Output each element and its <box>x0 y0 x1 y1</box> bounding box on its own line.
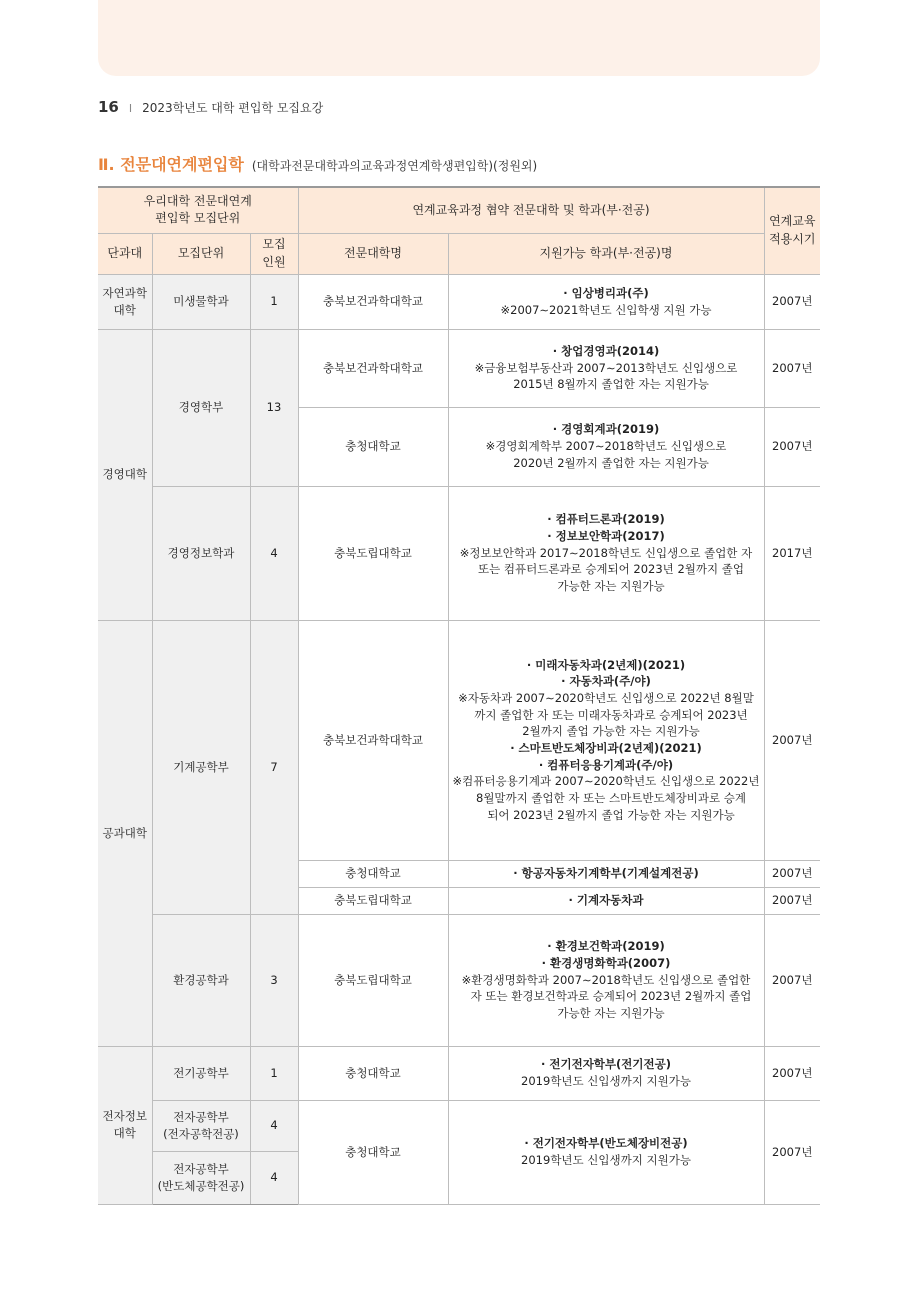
cell-dept: · 창업경영과(2014) ※금융보험부동산과 2007∼2013학년도 신입생으로 2015년 8월까지 졸업한 자는 지원가능 <box>448 329 764 407</box>
header-unit: 모집단위 <box>152 233 250 274</box>
cell-partner: 충북도립대학교 <box>298 914 448 1046</box>
table-row <box>98 329 820 407</box>
header-quota: 모집 인원 <box>250 233 298 274</box>
cell-unit: 경영학부 <box>152 329 250 486</box>
document-title: 2023학년도 대학 편입학 모집요강 <box>142 101 324 115</box>
cell-partner: 충북도립대학교 <box>298 486 448 620</box>
cell-dept: · 임상병리과(주) ※2007∼2021학년도 신입학생 지원 가능 <box>448 274 764 329</box>
header-partner: 전문대학명 <box>298 233 448 274</box>
cell-unit: 기계공학부 <box>152 620 250 914</box>
cell-unit: 전자공학부 (반도체공학전공) <box>152 1151 250 1204</box>
cell-college: 전자정보 대학 <box>98 1046 152 1204</box>
table-row <box>98 1046 820 1100</box>
cell-unit: 환경공학과 <box>152 914 250 1046</box>
header-group-unit: 우리대학 전문대연계 편입학 모집단위 <box>98 187 298 233</box>
cell-unit: 전기공학부 <box>152 1046 250 1100</box>
cell-quota: 1 <box>250 1046 298 1100</box>
cell-period: 2007년 <box>764 329 820 407</box>
cell-partner: 충청대학교 <box>298 1046 448 1100</box>
cell-dept: · 항공자동차기계학부(기계설계전공) <box>448 860 764 887</box>
cell-dept: · 미래자동차과(2년제)(2021) · 자동차과(주/야) ※자동차과 2007∼2020학년도 신입생으로 2022년 8월말 까지 졸업한 자 또는 미래자동차과로 승계되어 2023년 2월까지 졸업 가능한 자는 지원가능 · 스마트반도체장비과(2년제)(2021) · 컴퓨터응용기계과(주/야) ※컴퓨터응용기계과 2007∼2020학년도 신입생으로 2022년 8월말까지 졸업한 자 또는 스마트반도체장비과로 승계 되어 2023년 2월까지 졸업 가능한 자는 지원가능 <box>448 620 764 860</box>
cell-period: 2007년 <box>764 1046 820 1100</box>
table-row <box>98 620 820 860</box>
header-college: 단과대 <box>98 233 152 274</box>
page-header <box>98 98 323 116</box>
section-heading <box>98 152 537 175</box>
cell-partner: 충북보건과학대학교 <box>298 274 448 329</box>
cell-quota: 1 <box>250 274 298 329</box>
cell-college: 자연과학 대학 <box>98 274 152 329</box>
cell-quota: 4 <box>250 486 298 620</box>
cell-period: 2007년 <box>764 620 820 860</box>
section-subtitle: (대학과전문대학과의교육과정연계학생편입학)(정원외) <box>251 159 538 173</box>
table-row <box>98 486 820 620</box>
cell-partner: 충청대학교 <box>298 1100 448 1204</box>
cell-quota: 3 <box>250 914 298 1046</box>
table-row <box>98 274 820 329</box>
table-row <box>98 914 820 1046</box>
cell-quota: 4 <box>250 1151 298 1204</box>
header-dept: 지원가능 학과(부·전공)명 <box>448 233 764 274</box>
header-period: 연계교육 적용시기 <box>764 187 820 274</box>
cell-dept: · 기계자동차과 <box>448 887 764 914</box>
cell-period: 2007년 <box>764 1100 820 1204</box>
cell-quota: 13 <box>250 329 298 486</box>
cell-partner: 충북보건과학대학교 <box>298 329 448 407</box>
cell-dept: · 전기전자학부(반도체장비전공) 2019학년도 신입생까지 지원가능 <box>448 1100 764 1204</box>
section-title: Ⅱ. 전문대연계편입학 <box>98 155 244 174</box>
header-separator: I <box>128 102 133 115</box>
cell-period: 2007년 <box>764 407 820 486</box>
top-decorative-band <box>98 0 820 76</box>
cell-partner: 충청대학교 <box>298 407 448 486</box>
cell-unit: 경영정보학과 <box>152 486 250 620</box>
cell-period: 2007년 <box>764 274 820 329</box>
cell-period: 2007년 <box>764 887 820 914</box>
cell-dept: · 환경보건학과(2019) · 환경생명화학과(2007) ※환경생명화학과 2007∼2018학년도 신입생으로 졸업한 자 또는 환경보건학과로 승계되어 2023년 2월까지 졸업 가능한 자는 지원가능 <box>448 914 764 1046</box>
cell-dept: · 경영회계과(2019) ※경영회계학부 2007∼2018학년도 신입생으로 2020년 2월까지 졸업한 자는 지원가능 <box>448 407 764 486</box>
cell-dept: · 전기전자학부(전기전공) 2019학년도 신입생까지 지원가능 <box>448 1046 764 1100</box>
cell-partner: 충청대학교 <box>298 860 448 887</box>
cell-quota: 4 <box>250 1100 298 1151</box>
cell-partner: 충북보건과학대학교 <box>298 620 448 860</box>
cell-college: 공과대학 <box>98 620 152 1046</box>
page-number: 16 <box>98 98 119 116</box>
cell-unit: 전자공학부 (전자공학전공) <box>152 1100 250 1151</box>
cell-dept: · 컴퓨터드론과(2019) · 정보보안학과(2017) ※정보보안학과 2017∼2018학년도 신입생으로 졸업한 자 또는 컴퓨터드론과로 승계되어 2023년 2월까지 졸업 가능한 자는 지원가능 <box>448 486 764 620</box>
cell-partner: 충북도립대학교 <box>298 887 448 914</box>
cell-period: 2007년 <box>764 860 820 887</box>
cell-period: 2007년 <box>764 914 820 1046</box>
header-group-partner: 연계교육과정 협약 전문대학 및 학과(부·전공) <box>298 187 764 233</box>
cell-college: 경영대학 <box>98 329 152 620</box>
cell-quota: 7 <box>250 620 298 914</box>
cell-unit: 미생물학과 <box>152 274 250 329</box>
cell-period: 2017년 <box>764 486 820 620</box>
table-row <box>98 1100 820 1151</box>
transfer-table <box>98 186 820 1205</box>
